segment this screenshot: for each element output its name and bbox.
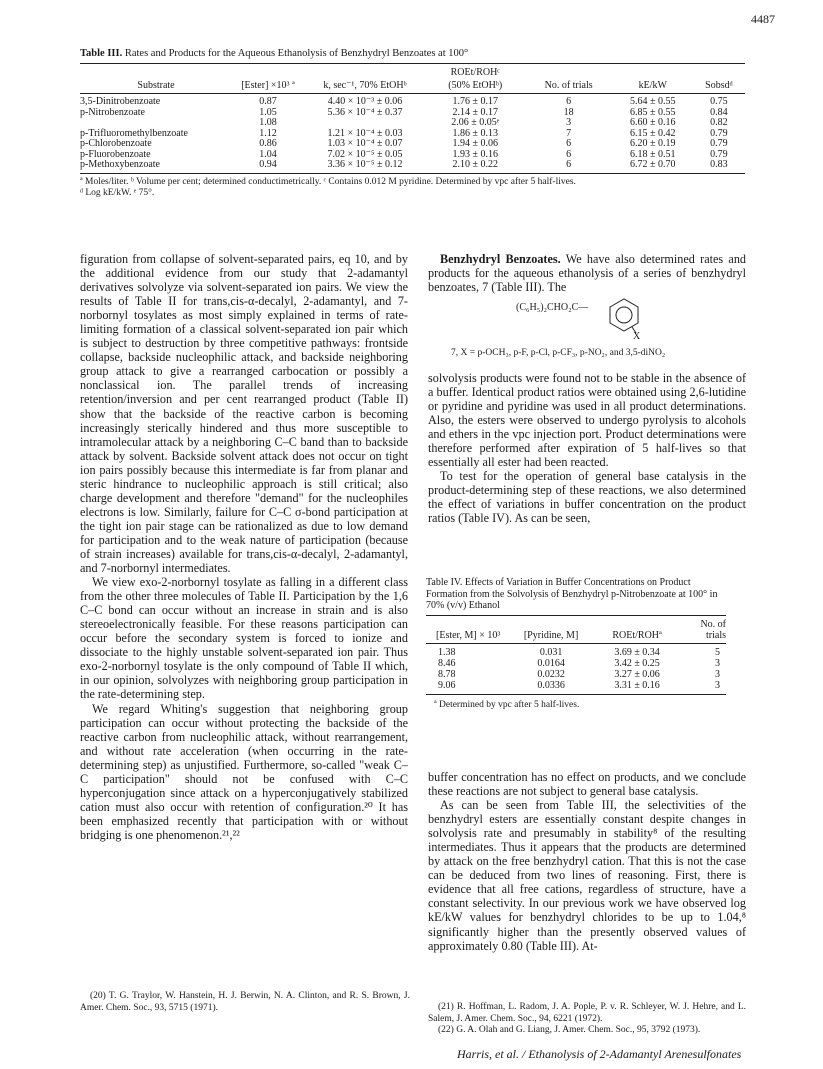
t3-cell-ratio: 2.06 ± 0.05ᵉ <box>451 117 500 128</box>
table-row <box>426 669 726 680</box>
t4-cell-trials: 3 <box>715 668 720 680</box>
t3-cell-trials: 6 <box>525 160 613 173</box>
t3-cell-ratio: 1.76 ± 0.17 <box>452 96 499 107</box>
t4-cell-ratio: 3.69 ± 0.34 <box>614 646 660 658</box>
running-footer: Harris, et al. / Ethanolysis of 2-Adamantyl Arenesulfonates <box>457 1047 742 1061</box>
table-row <box>80 118 745 129</box>
t3-cell-trials: 6 <box>566 96 572 107</box>
table-4-caption: Table IV. Effects of Variation in Buffer Concentrations on Product Formation from the Solvolysis of Benzhydryl p-Nitrobenzoate at 100° in 70% (v/v) Ethanol <box>426 577 718 611</box>
page-number: 4487 <box>751 12 775 26</box>
table-4-grid <box>426 615 726 695</box>
t3-cell-ke: 6.72 ± 0.70 <box>613 160 693 173</box>
reference-21: (21) R. Hoffman, L. Radom, J. A. Pople, P. v. R. Schleyer, W. J. Hehre, and L. Salem, J. Amer. Chem. Soc., 94, 6221 (1972). <box>428 1002 746 1024</box>
t3-cell-ester: 1.04 <box>259 148 277 160</box>
t3-cell-ke: 6.18 ± 0.51 <box>630 148 676 160</box>
t4-cell-ratio: 3.31 ± 0.16 <box>596 680 678 695</box>
t3-cell-s: 0.79 <box>710 148 728 160</box>
t3-cell-ke: 5.64 ± 0.55 <box>630 96 676 107</box>
references-right <box>428 1002 746 1037</box>
reference-22: (22) G. A. Olah and G. Liang, J. Amer. Chem. Soc., 95, 3792 (1973). <box>438 1025 701 1035</box>
right-column-top <box>428 252 746 294</box>
t4-cell-trials: 3 <box>715 657 720 669</box>
t3-cell-ratio: 1.93 ± 0.16 <box>452 148 499 160</box>
t3-header-ratio-top: ROEt/ROHᶜ <box>426 64 525 80</box>
t4-cell-pyridine: 0.0232 <box>537 668 565 680</box>
right-column-mid <box>428 371 746 526</box>
left-column <box>80 252 408 842</box>
t3-cell-ratio: 2.14 ± 0.17 <box>452 106 499 118</box>
t4-cell-pyridine: 0.0336 <box>506 680 596 695</box>
t3-cell-substrate: p-Chlorobenzoate <box>80 138 152 149</box>
t3-header-sobsd: Sobsdᵈ <box>693 79 745 94</box>
t3-cell-k: 3.36 × 10⁻⁵ ± 0.12 <box>304 160 426 173</box>
left-paragraph-2: We view exo-2-norbornyl tosylate as falling in a different class from the other three molecules of Table II. Participation by the 1,6 C–C bond can occur without an increase in strain and is also stereoelectronically feasible. For these reasons participation can occur before the secondary system is forced to ionize and dissociate to the highly unstable solvent-separated ion pair. Thus exo-2-norbornyl tosylate is the only compound of Table II which, in our opinion, solvolyzes with neighboring group participation in the rate-determining step. <box>80 575 408 702</box>
t4-header-ester: [Ester, M] × 10³ <box>426 615 506 643</box>
t4-cell-ester: 8.78 <box>438 668 456 680</box>
t3-cell-k: 4.40 × 10⁻³ ± 0.06 <box>327 96 403 107</box>
t3-cell-s: 0.79 <box>710 127 728 139</box>
left-paragraph-3: We regard Whiting's suggestion that neighboring group participation can occur without protecting the backside of the reactive carbon from nucleophilic attack, without rearrangement, and without rate acceleration (when occurring in the rate-determining step) as unjustified. Furthermore, so-called "weak C–C participation" should not be confused with C–C hyperconjugation since attack on a hyperconjugatively stabilized cation must also occur with retention of configuration.²⁰ It has been emphasized recently that participation with or without bridging is one phenomenon.²¹,²² <box>80 701 408 842</box>
t4-header-pyridine: [Pyridine, M] <box>506 615 596 643</box>
t3-cell-ester: 0.94 <box>232 160 304 173</box>
structure-formula: (C₆H₅)₂CHO₂C— <box>516 302 589 313</box>
table-3-title: Rates and Products for the Aqueous Ethanolysis of Benzhydryl Benzoates at 100° <box>124 48 469 59</box>
table-row <box>80 139 745 150</box>
t3-cell-ke: 6.60 ± 0.16 <box>630 117 676 128</box>
t3-cell-ke: 6.15 ± 0.42 <box>630 127 676 139</box>
t4-cell-trials: 3 <box>678 680 726 695</box>
t3-header-trials: No. of trials <box>525 79 613 94</box>
t3-header-k: k, sec⁻¹, 70% EtOHᵇ <box>304 79 426 94</box>
table-4 <box>426 577 726 710</box>
right-paragraph-2: To test for the operation of general base catalysis in the product-determining step of these reactions, we also determined the effect of variations in buffer concentration on the product ratios (Table IV). As can be seen, <box>428 469 746 526</box>
right-paragraph-3: buffer concentration has no effect on products, and we conclude these reactions are not subject to general base catalysis. <box>428 770 746 799</box>
t3-cell-ke: 6.20 ± 0.19 <box>630 138 676 149</box>
table-row <box>426 680 726 695</box>
t3-cell-trials: 3 <box>566 117 572 128</box>
structure-7 <box>516 297 676 347</box>
t4-cell-ester: 9.06 <box>426 680 506 695</box>
t3-header-ratio-bottom: (50% EtOHᵇ) <box>426 79 525 94</box>
t3-cell-k: 1.03 × 10⁻⁴ ± 0.07 <box>327 138 403 149</box>
t4-cell-pyridine: 0.0164 <box>537 657 565 669</box>
t3-cell-trials: 7 <box>566 127 572 139</box>
table-4-footnote: ª Determined by vpc after 5 half-lives. <box>434 699 580 710</box>
t3-header-ester: [Ester] ×10³ ª <box>232 79 304 94</box>
t3-cell-trials: 6 <box>566 148 572 160</box>
t3-cell-ratio: 1.86 ± 0.13 <box>452 127 499 139</box>
t3-cell-substrate: p-Fluorobenzoate <box>80 148 151 160</box>
t3-cell-substrate: 3,5-Dinitrobenzoate <box>80 96 161 107</box>
table-3-footnotes <box>80 177 745 200</box>
t3-cell-ester: 1.08 <box>259 117 277 128</box>
table-3-footnote-1: ª Moles/liter. ᵇ Volume per cent; determined conductimetrically. ᶜ Contains 0.012 M pyridine. Determined by vpc after 5 half-lives. <box>80 176 576 187</box>
t3-cell-substrate <box>80 118 232 129</box>
t3-cell-substrate: p-Nitrobenzoate <box>80 106 145 118</box>
table-row <box>426 643 726 658</box>
table-3-label: Table III. <box>80 48 123 59</box>
table-3 <box>80 48 745 200</box>
table-3-footnote-2: ᵈ Log kE/kW. ᵉ 75°. <box>80 188 155 198</box>
t3-cell-k: 5.36 × 10⁻⁴ ± 0.37 <box>327 106 403 118</box>
right-paragraph-1: solvolysis products were found not to be stable in the absence of a buffer. Identical product ratios were obtained using 2,6-lutidine or pyridine and pyridine was used in all product determinations. Also, the esters were observed to undergo pyrolysis to alcohols and ethers in the vpc injection port. Product determinations were therefore performed after expiration of 5 half-lives so that essentially all ester had been reacted. <box>428 371 746 470</box>
t3-cell-substrate: p-Trifluoromethylbenzoate <box>80 127 188 139</box>
t3-cell-s: 0.83 <box>693 160 745 173</box>
t4-cell-ester: 1.38 <box>438 646 456 658</box>
right-paragraph-4: As can be seen from Table III, the selectivities of the benzhydryl esters are essentially constant despite changes in solvolysis rate and presumably in stability⁸ of the resulting intermediates. Thus it appears that the products are determined by attack on the free benzhydryl cation. That this is not the case can be deduced from two lines of reasoning. First, there is evidence that all free cations, regardless of structure, have a constant selectivity. In our previous work we have observed log kE/kW values for benzhydryl chlorides to be up to 1.04,⁸ significantly higher than the presently observed values of approximately 0.80 (Table III). At- <box>428 798 746 953</box>
t4-cell-ratio: 3.27 ± 0.06 <box>614 668 660 680</box>
t3-cell-trials: 6 <box>566 138 572 149</box>
t3-cell-substrate: p-Methoxybenzoate <box>80 160 232 173</box>
table-3-caption <box>80 48 745 59</box>
t4-cell-pyridine: 0.031 <box>539 646 563 658</box>
t3-cell-ratio: 2.10 ± 0.22 <box>426 160 525 173</box>
t4-cell-trials: 5 <box>715 646 720 658</box>
t4-header-ratio: ROEt/ROHª <box>596 615 678 643</box>
t3-cell-ke: 6.85 ± 0.55 <box>630 106 676 118</box>
table-row <box>80 160 745 173</box>
t3-cell-k <box>304 118 426 129</box>
references-left <box>80 991 410 1014</box>
t3-cell-ester: 1.05 <box>259 106 277 118</box>
t3-header-ke-kw: kE/kW <box>613 79 693 94</box>
structure-x-label: X <box>633 331 641 342</box>
t3-cell-s: 0.79 <box>710 138 728 149</box>
compound-7-line: 7, X = p-OCH₃, p-F, p-Cl, p-CF₃, p-NO₂, and 3,5-diNO₂ <box>451 348 666 358</box>
t4-header-trials: No. of trials <box>678 615 726 643</box>
t3-cell-s: 0.82 <box>710 117 728 128</box>
section-heading-benzhydryl: Benzhydryl Benzoates. <box>440 252 561 266</box>
t3-cell-ester: 0.87 <box>259 96 277 107</box>
t3-cell-s: 0.75 <box>710 96 728 107</box>
left-paragraph-1: figuration from collapse of solvent-separated pairs, eq 10, and by the additional evidence from our study that 2-adamantyl derivatives solvolyze via solvent-separated ion pairs. We view the results of Table II for trans,cis-α-decalyl, 2-adamantyl, and 7-norbornyl tosylates as most simply explained in terms of rate-limiting formation of a classical solvent-separated ion pair which is subject to destruction by three competitive pathways: frontside collapse, backside nucleophilic attack, and backside neighboring group attack to give a rearranged carbocation or possibly a nonclassical ion. The parallel trends of increasing retention/inversion and per cent rearranged product (Table II) show that the backside of the reactive carbon is becoming increasingly sterically hindered and thus more susceptible to intramolecular attack by a neighboring C–C band than to backside attack by solvent. Backside solvent attack does not occur on tight ion pairs possibly because this intermediate is far from planar and steric hindrance to nucleophilic approach is still critical; also charge development and therefore "demand" for the nucleophiles electrons is low. Similarly, failure for C–C σ-bond participation at the tight ion pair stage can be rationalized as due to low demand for participation and to the weak nature of participation (because of strain increases) available for trans,cis-α-decalyl, 2-adamantyl, and 7-norbornyl intermediates. <box>80 252 408 576</box>
table-3-grid <box>80 63 745 174</box>
t4-cell-ratio: 3.42 ± 0.25 <box>614 657 660 669</box>
right-paragraph-intro: We have also determined rates and products for the aqueous ethanolysis of a series of benzhydryl benzoates, 7 (Table III). The <box>428 252 747 295</box>
t3-cell-k: 7.02 × 10⁻⁵ ± 0.05 <box>327 148 403 160</box>
table-row <box>426 658 726 669</box>
t3-cell-ratio: 1.94 ± 0.06 <box>452 138 499 149</box>
t3-cell-ester: 0.86 <box>259 138 277 149</box>
t3-header-substrate: Substrate <box>80 79 232 94</box>
t3-cell-ester: 1.12 <box>259 127 277 139</box>
t4-cell-ester: 8.46 <box>438 657 456 669</box>
table-row <box>80 94 745 108</box>
t3-cell-s: 0.84 <box>710 106 728 118</box>
reference-20: (20) T. G. Traylor, W. Hanstein, H. J. Berwin, N. A. Clinton, and R. S. Brown, J. Amer. Chem. Soc., 93, 5715 (1971). <box>80 991 410 1013</box>
right-column-bottom <box>428 770 746 953</box>
t3-cell-trials: 18 <box>563 106 574 118</box>
t3-cell-k: 1.21 × 10⁻⁴ ± 0.03 <box>327 127 403 139</box>
